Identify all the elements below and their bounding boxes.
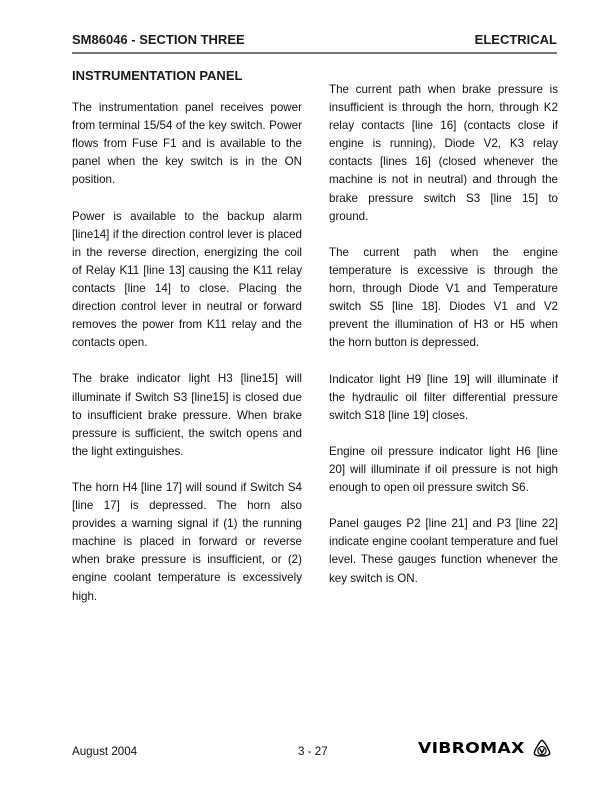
paragraph: The instrumentation panel receives power from terminal 15/54 of the key switch. Power flows from Fuse F1 and is available to the panel when the key switch is in the ON position.: [72, 101, 302, 187]
footer-date: August 2004: [72, 745, 138, 758]
footer-page-number: 3 - 27: [298, 745, 328, 758]
paragraph: The current path when brake pressure is insufficient is through the horn, through K2 relay contacts [line 16] (contacts close if engine is running), Diode V2, K3 relay contacts [lines 16] (closed whenever the machine is not in neutral) and through the brake pressure switch S3 [line 15] to ground.: [329, 83, 558, 223]
header-section-name: ELECTRICAL: [474, 32, 557, 47]
paragraph: The brake indicator light H3 [line15] will illuminate if Switch S3 [line15] is closed due to insufficient brake pressure. When brake pressure is sufficient, the switch opens and the light extinguishes.: [72, 372, 302, 458]
brand-logo: [418, 739, 551, 757]
section-title: INSTRUMENTATION PANEL: [72, 68, 243, 83]
header-rule: [72, 52, 557, 54]
paragraph: Power is available to the backup alarm [line14] if the direction control lever is placed in the reverse direction, energizing the coil of Relay K11 [line 13] causing the K11 relay contacts [line 14] to close. Placing the direction control lever in neutral or forward removes the power from K11 relay and the contacts open.: [72, 209, 302, 350]
paragraph: The current path when the engine temperature is excessive is through the horn, through Diode V1 and Temperature switch S5 [line 18]. Diodes V1 and V2 prevent the illumination of H3 or H5 when the horn button is depressed.: [329, 245, 558, 350]
paragraph: Engine oil pressure indicator light H6 [line 20] will illuminate if oil pressure is not high enough to open oil pressure switch S6.: [329, 444, 558, 495]
brand-name: VIBROMAX: [418, 739, 525, 757]
vibromax-logo-icon: [533, 739, 551, 757]
paragraph: The horn H4 [line 17] will sound if Switch S4 [line 17] is depressed. The horn also provides a warning signal if (1) the running machine is placed in forward or reverse when brake pressure is insufficient, or (2) engine coolant temperature is excessively high.: [72, 480, 302, 603]
paragraph: Panel gauges P2 [line 21] and P3 [line 22] indicate engine coolant temperature and fuel level. These gauges function whenever the key switch is ON.: [329, 517, 558, 585]
left-column: [72, 99, 302, 624]
header-document-id: SM86046 - SECTION THREE: [72, 32, 245, 47]
paragraph: Indicator light H9 [line 19] will illuminate if the hydraulic oil filter differential pressure switch S18 [line 19] closes.: [329, 372, 558, 422]
right-column: [329, 81, 558, 606]
